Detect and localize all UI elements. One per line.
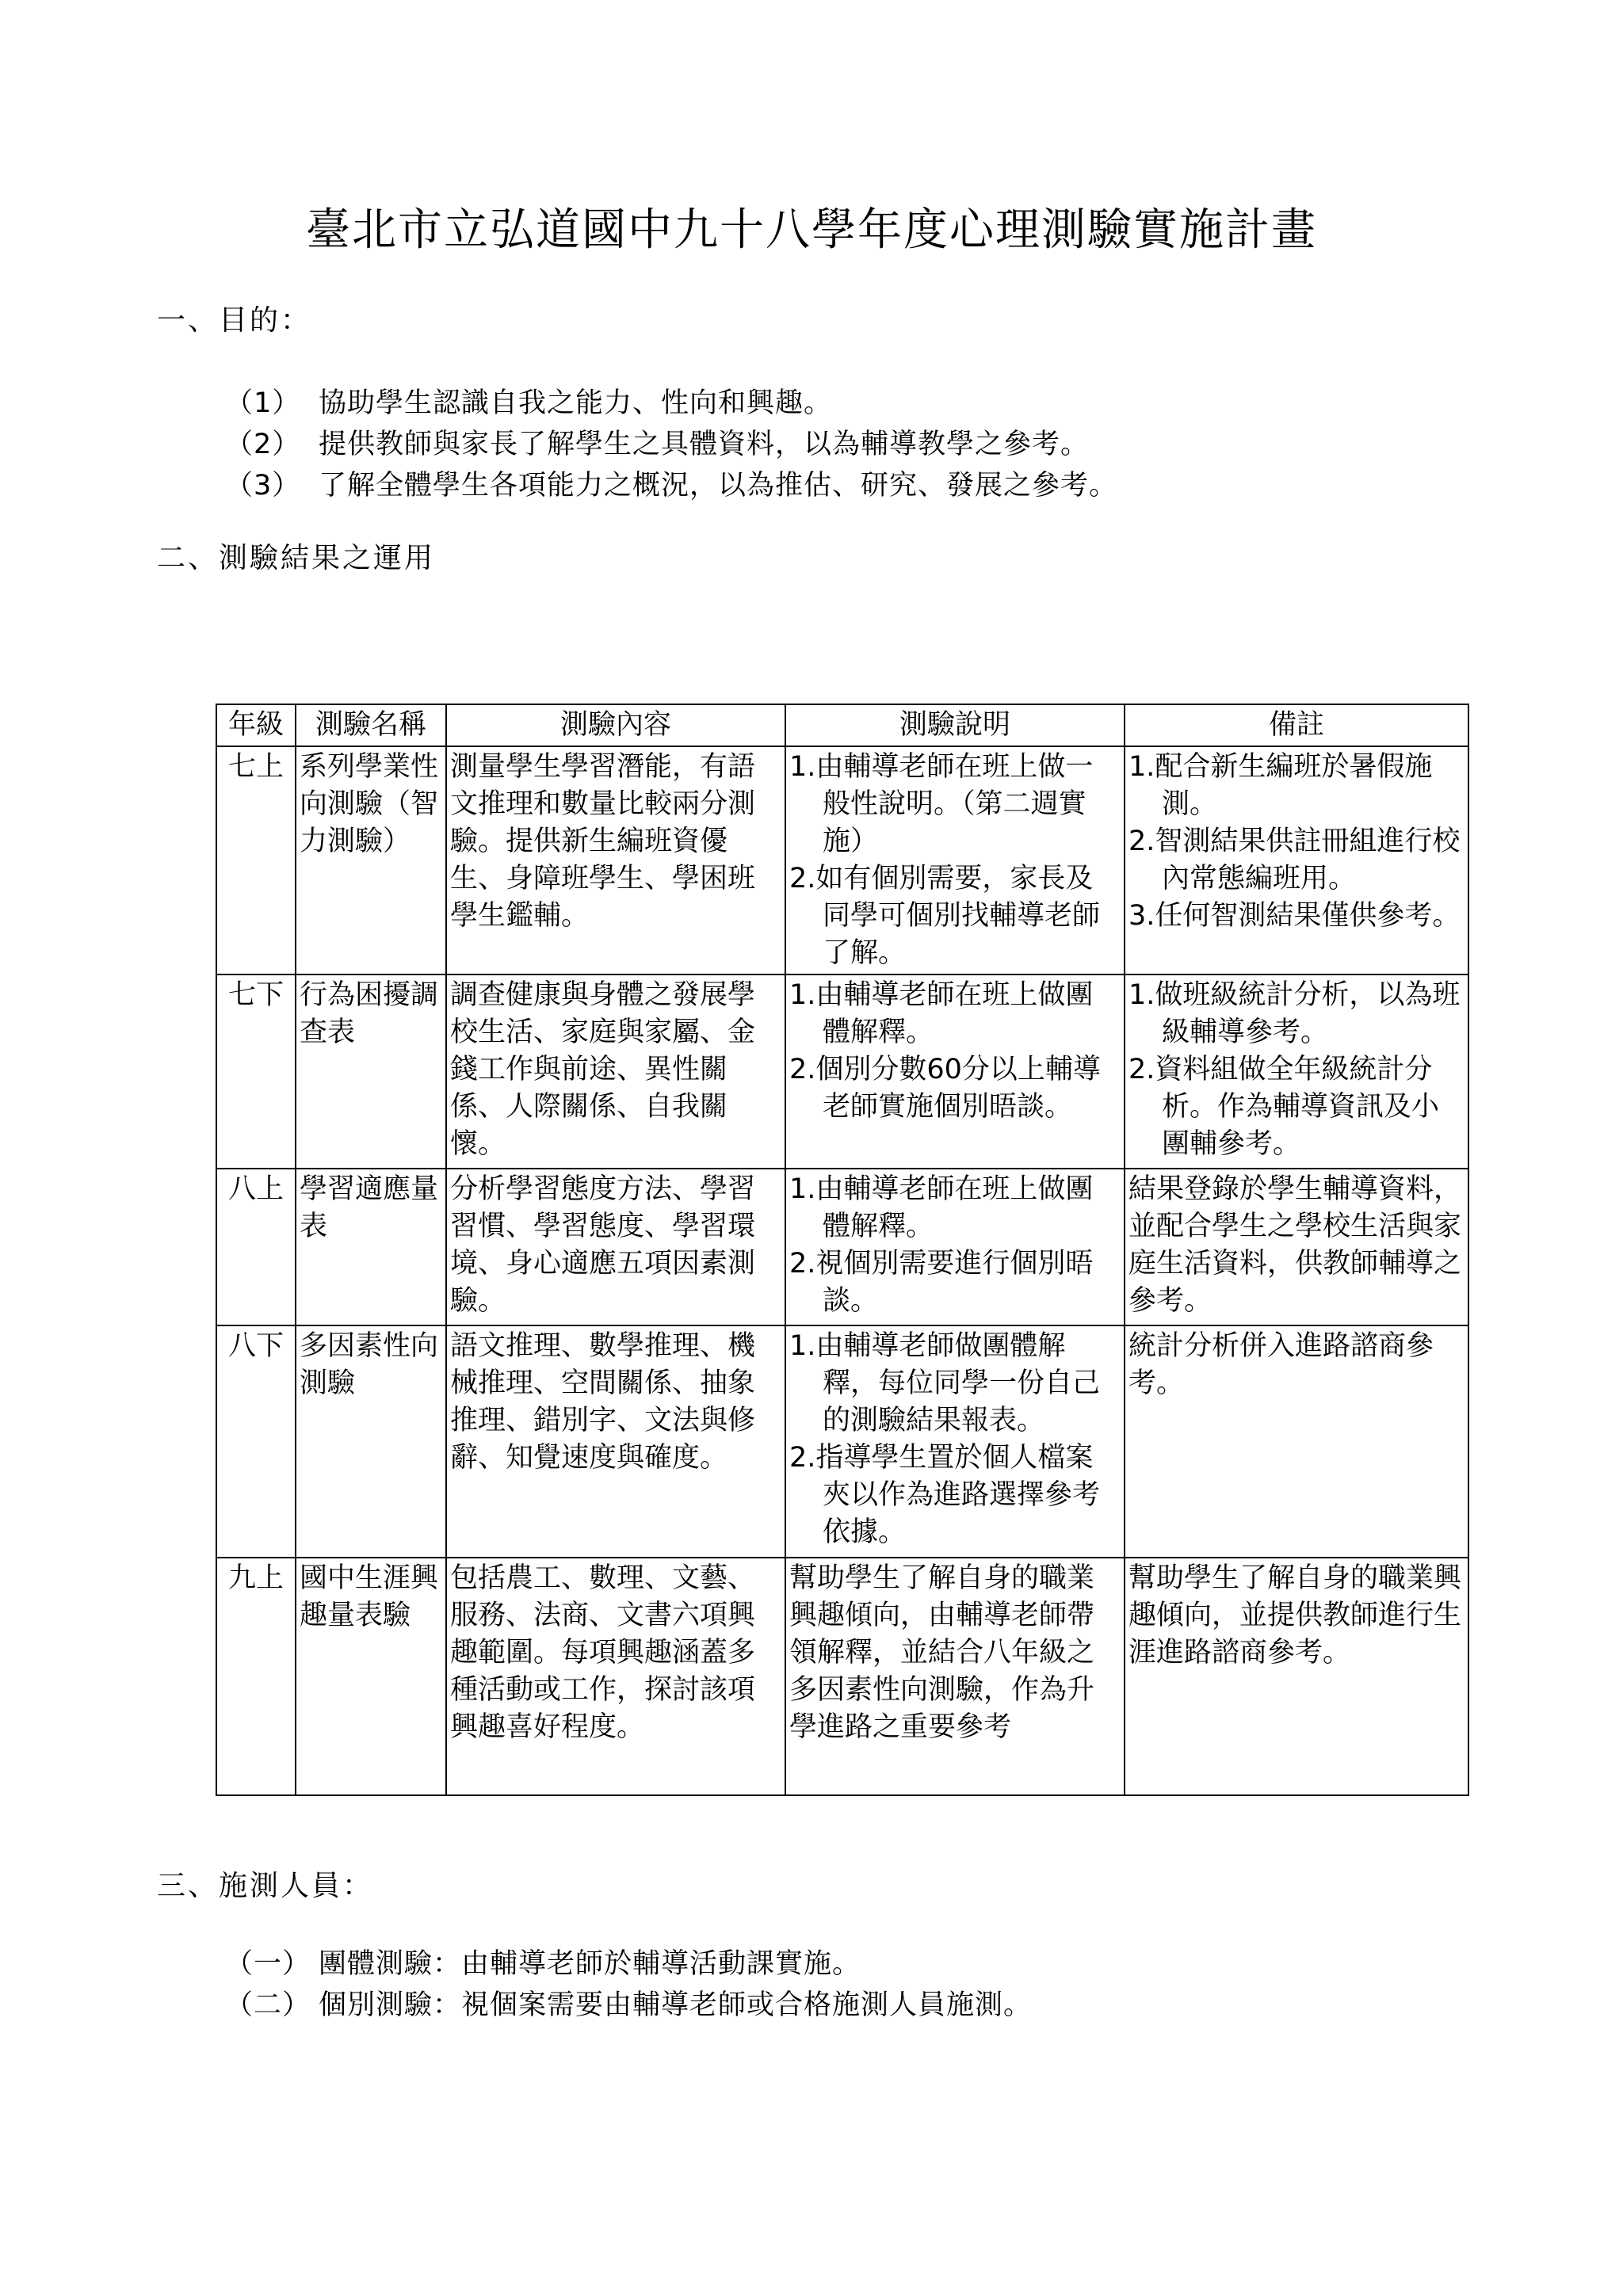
table-row [216,746,1468,974]
test-content-cell: 測量學生學習潛能，有語文推理和數量比較兩分測驗。提供新生編班資優生、身障班學生、學困班學生鑑輔。 [446,746,785,974]
header-remarks: 備註 [1125,704,1468,746]
test-name-cell: 國中生涯興趣量表驗 [296,1558,446,1795]
description-item: 2.如有個別需要，家長及同學可個別找輔導老師了解。 [789,863,1101,969]
remark-item: 1.配合新生編班於暑假施測。 [1128,751,1433,820]
description-item: 1.由輔導老師做團體解釋，每位同學一份自己的測驗結果報表。 [789,1330,1101,1436]
staff-item [225,1984,1032,2027]
remark-item: 2.智測結果供註冊組進行校內常態編班用。 [1128,826,1461,894]
page-title: 臺北市立弘道國中九十八學年度心理測驗實施計畫 [306,204,1317,256]
grade-cell: 八下 [216,1325,296,1558]
item-text: 提供教師與家長了解學生之具體資料，以為輔導教學之參考。 [319,429,1090,460]
description-item: 1.由輔導老師在班上做一般性說明。（第二週實施） [789,751,1094,857]
test-description-cell [785,974,1125,1169]
test-name-cell: 多因素性向測驗 [296,1325,446,1558]
section-3-heading: 三、施測人員： [157,1870,374,1902]
staff-item [225,1943,861,1985]
description-item: 1.由輔導老師在班上做團體解釋。 [789,1173,1094,1242]
test-description-cell [785,746,1125,974]
item-number: （2） [225,429,301,460]
test-content-cell: 語文推理、數學推理、機械推理、空間關係、抽象推理、錯別字、文法與修辭、知覺速度與確度。 [446,1325,785,1558]
description-item: 2.個別分數60分以上輔導老師實施個別晤談。 [789,1054,1101,1123]
test-description-cell [785,1325,1125,1558]
item-number: （1） [225,387,301,419]
test-name-cell: 行為困擾調查表 [296,974,446,1169]
table-row [216,1558,1468,1795]
description-item: 2.視個別需要進行個別晤談。 [789,1248,1094,1317]
table-row [216,1325,1468,1558]
item-number: （一） [225,1948,311,1980]
grade-cell: 九上 [216,1558,296,1795]
grade-cell: 八上 [216,1169,296,1325]
test-usage-table [216,704,1469,1796]
section-1-heading: 一、目的： [157,304,312,337]
header-test-content: 測驗內容 [446,704,785,746]
description-item: 2.指導學生置於個人檔案夾以作為進路選擇參考依據。 [789,1442,1101,1548]
test-content-cell: 分析學習態度方法、學習習慣、學習態度、學習環境、身心適應五項因素測驗。 [446,1169,785,1325]
remark-item: 2.資料組做全年級統計分析。作為輔導資訊及小團輔參考。 [1128,1054,1440,1160]
remarks-cell: 幫助學生了解自身的職業興趣傾向，並提供教師進行生涯進路諮商參考。 [1125,1558,1468,1795]
remarks-cell: 結果登錄於學生輔導資料，並配合學生之學校生活與家庭生活資料，供教師輔導之參考。 [1125,1169,1468,1325]
table-row [216,1169,1468,1325]
item-text: 個別測驗：視個案需要由輔導老師或合格施測人員施測。 [319,1989,1033,2021]
item-number: （3） [225,470,301,502]
test-description-cell: 幫助學生了解自身的職業興趣傾向，由輔導老師帶領解釋，並結合八年級之多因素性向測驗，作為升學進路之重要參考 [785,1558,1125,1795]
table-row [216,974,1468,1169]
header-grade: 年級 [216,704,296,746]
purpose-item [225,382,832,425]
item-text: 團體測驗：由輔導老師於輔導活動課實施。 [319,1948,861,1980]
item-text: 協助學生認識自我之能力、性向和興趣。 [319,387,833,419]
remarks-cell [1125,974,1468,1169]
remark-item: 1.做班級統計分析，以為班級輔導參考。 [1128,979,1461,1048]
test-content-cell: 調查健康與身體之發展學校生活、家庭與家屬、金錢工作與前途、異性關係、人際關係、自我關懷。 [446,974,785,1169]
test-name-cell: 系列學業性向測驗（智力測驗） [296,746,446,974]
purpose-item [225,464,1117,507]
remarks-cell: 統計分析併入進路諮商參考。 [1125,1325,1468,1558]
purpose-item [225,423,1089,466]
item-text: 了解全體學生各項能力之概況，以為推估、研究、發展之參考。 [319,470,1118,502]
test-description-cell [785,1169,1125,1325]
grade-cell: 七上 [216,746,296,974]
table-header-row [216,704,1468,746]
grade-cell: 七下 [216,974,296,1169]
header-test-name: 測驗名稱 [296,704,446,746]
remark-item: 3.任何智測結果僅供參考。 [1128,900,1461,932]
header-test-description: 測驗說明 [785,704,1125,746]
test-name-cell: 學習適應量表 [296,1169,446,1325]
test-content-cell: 包括農工、數理、文藝、服務、法商、文書六項興趣範圍。每項興趣涵蓋多種活動或工作，探討該項興趣喜好程度。 [446,1558,785,1795]
section-2-heading: 二、測驗結果之運用 [157,542,436,574]
item-number: （二） [225,1989,311,2021]
description-item: 1.由輔導老師在班上做團體解釋。 [789,979,1094,1048]
remarks-cell [1125,746,1468,974]
